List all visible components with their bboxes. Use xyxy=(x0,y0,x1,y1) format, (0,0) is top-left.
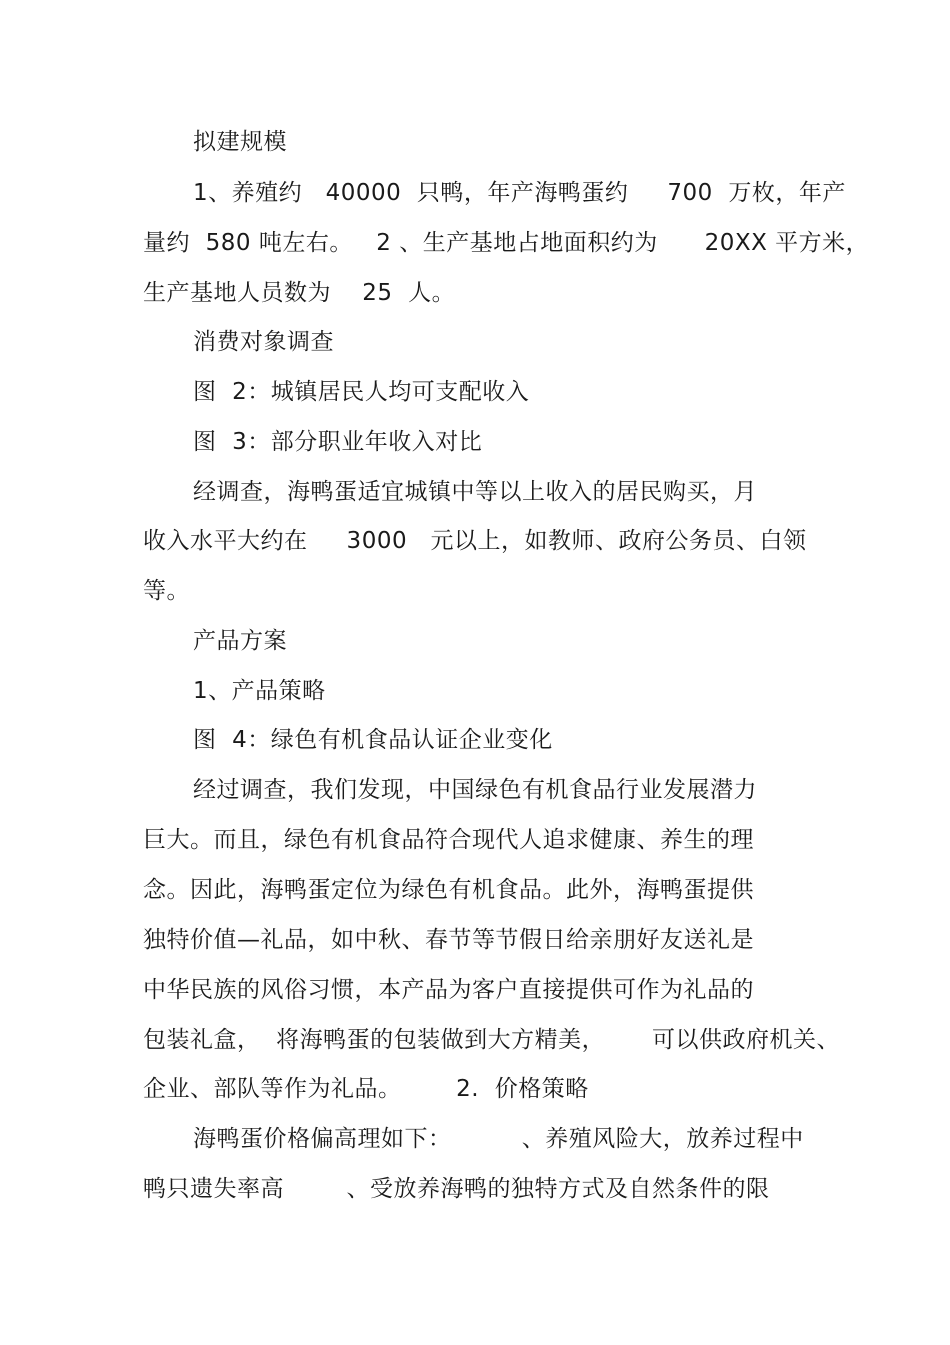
figure-caption: 图 4：绿色有机食品认证企业变化 xyxy=(193,727,553,753)
paragraph-line: 中华民族的风俗习惯，本产品为客户直接提供可作为礼品的 xyxy=(143,977,754,1003)
paragraph-line: 经调查，海鸭蛋适宜城镇中等以上收入的居民购买，月 xyxy=(193,479,757,505)
paragraph-line: 收入水平大约在 3000 元以上，如教师、政府公务员、白领 xyxy=(143,528,807,554)
paragraph-line: 巨大。而且，绿色有机食品符合现代人追求健康、养生的理 xyxy=(143,827,754,853)
paragraph-line: 念。因此，海鸭蛋定位为绿色有机食品。此外，海鸭蛋提供 xyxy=(143,877,754,903)
paragraph-line: 生产基地人员数为 25 人。 xyxy=(143,280,456,306)
paragraph-line: 等。 xyxy=(143,578,190,604)
paragraph-line: 包装礼盒， 将海鸭蛋的包装做到大方精美， 可以供政府机关、 xyxy=(143,1027,840,1053)
heading-planned-scale: 拟建规模 xyxy=(193,129,287,155)
figure-caption: 图 2：城镇居民人均可支配收入 xyxy=(193,379,530,405)
paragraph-line: 海鸭蛋价格偏高理如下： 、养殖风险大，放养过程中 xyxy=(193,1126,804,1152)
paragraph-line: 量约 580 吨左右。 2 、生产基地占地面积约为 20XX 平方米， xyxy=(143,230,870,256)
heading-consumer-survey: 消费对象调查 xyxy=(193,329,334,355)
paragraph-line: 企业、部队等作为礼品。 2. 价格策略 xyxy=(143,1076,589,1102)
figure-caption: 图 3：部分职业年收入对比 xyxy=(193,429,483,455)
paragraph-line: 经过调查，我们发现，中国绿色有机食品行业发展潜力 xyxy=(193,777,757,803)
paragraph-line: 1、养殖约 40000 只鸭，年产海鸭蛋约 700 万枚，年产 xyxy=(193,180,846,206)
paragraph-line: 鸭只遗失率高 、受放养海鸭的独特方式及自然条件的限 xyxy=(143,1176,770,1202)
heading-product-plan: 产品方案 xyxy=(193,628,287,654)
paragraph-line: 独特价值—礼品，如中秋、春节等节假日给亲朋好友送礼是 xyxy=(143,927,754,953)
subheading-product-strategy: 1、产品策略 xyxy=(193,678,326,704)
